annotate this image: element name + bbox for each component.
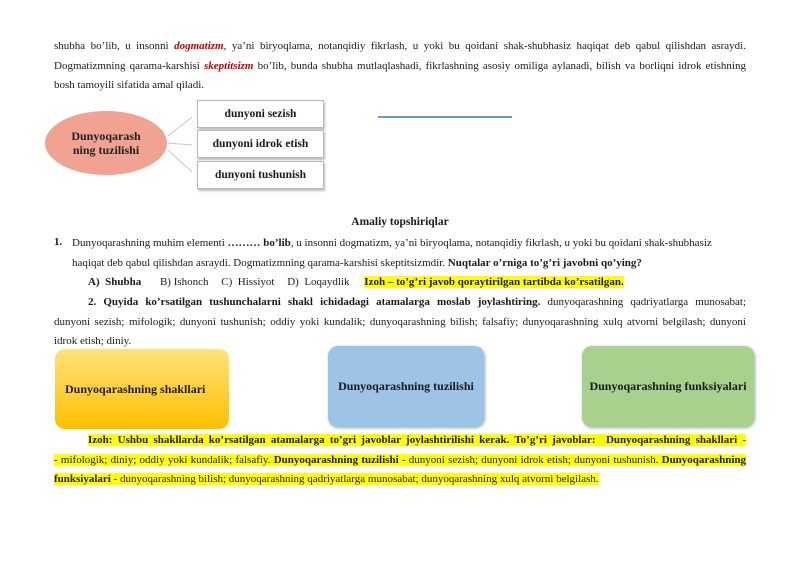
answer-heading-funksiyalari-cont: funksiyalari [54, 473, 111, 485]
intro-text: bo’lib, bunda shubha mutlaqlashadi, fikrlashning asosiy omiliga aylanadi, bilish va borliqni idrok etishning [253, 59, 746, 72]
answer-text: - dunyoqarashning bilish; dunyoqarashning qadriyatlarga munosabat; dunyoqarashning xulq atvorni belgilash. [110, 473, 599, 485]
card-label: Dunyoqarashning shakllari [65, 381, 206, 396]
intro-text: Dogmatizmning qarama-karshisi [54, 59, 204, 72]
diagram-item-sezish [197, 100, 324, 128]
question-text: dunyoni sezish; mifologik; dunyoni tushunish; oddiy yoki kundalik; dunyoqarashning bilish; falsafiy; dunyoqarashning xulq atvorni belgilash; dunyoni [54, 315, 746, 328]
question-instruction: Nuqtalar o’rniga to’g’ri javobni qo’ying? [447, 256, 642, 269]
diagram-item-idrok [197, 130, 324, 158]
option-text: Hissiyot [237, 276, 275, 288]
option-letter: C) [221, 276, 233, 288]
answer-text: - dunyoni sezish; dunyoni idrok etish; dunyoni tushunish. [398, 453, 662, 466]
answer-heading-funksiyalari: Dunyoqarashning [661, 453, 746, 466]
answer-heading-tuzilishi: Dunyoqarashning tuzilishi [273, 453, 399, 466]
answer-note: Izoh – to’g’ri javob qoraytirilgan tartibda ko’rsatilgan. [364, 276, 624, 288]
question-2-title: 2. Quyida ko’rsatilgan tushunchalarni shakl ichidadagi atamalarga moslab joylashtiring. [88, 296, 541, 308]
answer-text: - mifologik; diniy; oddiy yoki kundalik; falsafiy. [54, 453, 274, 466]
card-tuzilishi [328, 346, 484, 427]
question-text: , u insonni dogmatizm, ya’ni biryoqlama, notanqidiy fikrlash, u yoki bu qoidani shak-shubhasiz [290, 237, 712, 249]
question-text: idrok etish; diniy. [54, 335, 132, 347]
option-a [88, 276, 141, 288]
question-text: haqiqat deb qabul qilishdan asraydi. Dogmatizmning qarama-karshisi skeptitsizmdir. [72, 256, 448, 269]
question-2 [54, 293, 746, 352]
diagram-item-label: dunyoni idrok etish [212, 138, 309, 150]
option-text: Ishonch [173, 276, 209, 288]
card-shakllari [55, 349, 229, 429]
option-letter: B) [159, 276, 171, 288]
answer-paragraph: Izoh: Ushbu shakllarda ko’rsatilgan atamalarga to’gri javoblar joylashtirilishi kerak. To’g’ri javoblar: Dunyoqarashning shakllari - - mifologik; diniy; oddiy yoki kundalik; falsafiy. Dunyoqarashning tuzilishi - dunyoni sezish; dunyoni idrok etish; dunyoni tushunish. Dunyoqarashning funksiyalari - dunyoqarashning bilish; dunyoqarashning qadriyatlarga munosabat; dunyoqarashning xulq atvorni belgilash. [54, 434, 747, 485]
skepticism-term: skeptitsizm [203, 59, 254, 72]
option-text: Shubha [105, 276, 142, 288]
question-text: dunyoqarashning qadriyatlarga munosabat; [540, 296, 746, 308]
card-funksiyalari [582, 346, 754, 427]
option-letter: A) [88, 276, 100, 288]
dogmatism-term: dogmatizm [174, 40, 224, 52]
diagram-item-label: dunyoni tushunish [214, 169, 307, 181]
answer-options [88, 276, 624, 288]
section-title: Amaliy topshiriqlar [351, 216, 449, 228]
option-c [221, 276, 274, 288]
question-number: 1. [54, 236, 63, 248]
question-1 [72, 234, 746, 273]
question-blank: ……… bo’lib [227, 237, 291, 249]
diagram-item-label: dunyoni sezish [224, 108, 297, 120]
option-text: Loqaydlik [304, 276, 350, 288]
intro-text: , ya’ni biryoqlama, notanqidiy fikrlash, u yoki bu qoidani shak-shubhasiz haqiqat deb qabul qilishdan asraydi. [223, 40, 746, 52]
answer-lead: Izoh: Ushbu shakllarda ko’rsatilgan atamalarga to’gri javoblar joylashtirilishi kerak. To’g’ri javoblar: [88, 434, 596, 446]
card-label: Dunyoqarashning funksiyalari [589, 379, 747, 393]
option-d [287, 276, 349, 288]
option-b [160, 276, 209, 288]
intro-text: bosh tamoyili sifatida amal qiladi. [54, 79, 204, 91]
answer-heading-shakllari: Dunyoqarashning shakllari [605, 434, 738, 446]
card-label: Dunyoqarashning tuzilishi [338, 379, 474, 393]
ellipse-label: Dunyoqarash ning tuzilishi [71, 129, 141, 157]
diagram-item-tushunish [197, 161, 324, 189]
question-text: Dunyoqarashning muhim elementi [72, 237, 228, 249]
intro-text: shubha bo’lib, u insonni [54, 40, 175, 52]
option-letter: D) [287, 276, 299, 288]
